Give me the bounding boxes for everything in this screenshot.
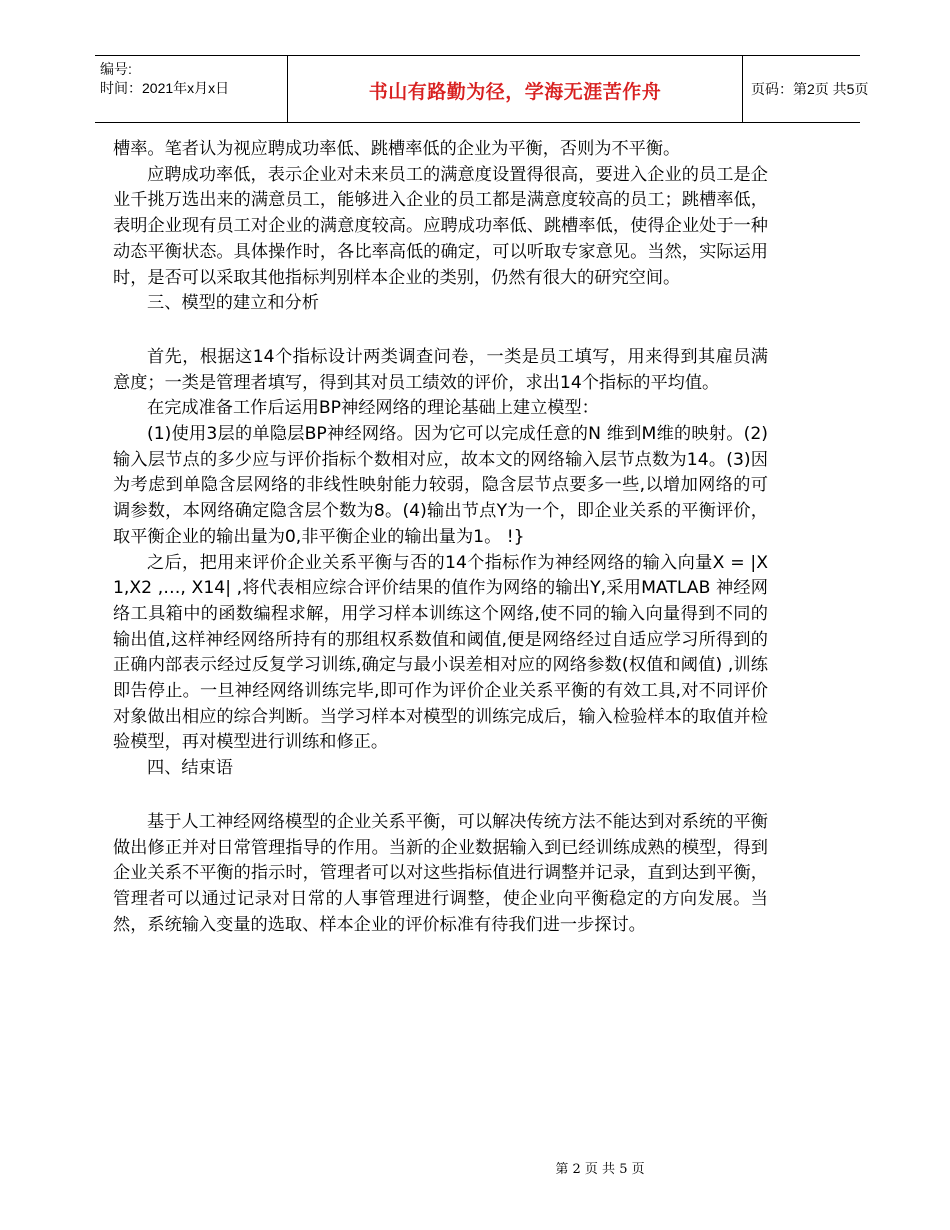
paragraph-4: 在完成准备工作后运用BP神经网络的理论基础上建立模型： (147, 398, 599, 419)
paragraph-5: (1)使用3层的单隐层BP神经网络。因为它可以完成任意的N 维到M维的映射。(2)输入层节点的多少应与评价指标个数相对应，故本文的网络输入层节点数为14。(3)因为考虑到单隐含层网络的非线性映射能力较弱，隐含层节点要多一些,以增加网络的可调参数，本网络确定隐含层个数为8。(4)输出节点Y为一个，即企业关系的平衡评价，取平衡企业的输出量为0,非平衡企业的输出量为1。 !} (113, 424, 768, 547)
header-motto-cell (287, 56, 743, 122)
footer-page-number: 第 2 页 共 5 页 (555, 1162, 645, 1177)
paragraph-2: 应聘成功率低，表示企业对未来员工的满意度设置得很高，要进入企业的员工是企业千挑万选出来的满意员工，能够进入企业的员工都是满意度较高的员工；跳槽率低，表明企业现有员工对企业的满意度较高。应聘成功率低、跳槽率低，使得企业处于一种动态平衡状态。具体操作时，各比率高低的确定，可以听取专家意见。当然，实际运用时，是否可以采取其他指标判别样本企业的类别，仍然有很大的研究空间。 (113, 164, 768, 288)
document-time-label: 时间：2021年x月x日 (100, 80, 230, 96)
header-motto: 书山有路勤为径，学海无涯苦作舟 (368, 81, 662, 103)
header-page-label: 页码：第2页 共5页 (751, 81, 869, 97)
document-code-label: 编号: (100, 61, 132, 77)
paragraph-1: 槽率。笔者认为视应聘成功率低、跳槽率低的企业为平衡，否则为不平衡。 (113, 139, 681, 159)
paragraph-3: 首先，根据这14个指标设计两类调查问卷，一类是员工填写，用来得到其雇员满意度；一类是管理者填写，得到其对员工绩效的评价，求出14个指标的平均值。 (113, 346, 768, 393)
paragraph-6: 之后，把用来评价企业关系平衡与否的14个指标作为神经网络的输入向量X = |X1,X2 ,…, X14| ,将代表相应综合评价结果的值作为网络的输出Y,采用MATLAB 神经网络工具箱中的函数编程求解，用学习样本训练这个网络,使不同的输入向量得到不同的输出值,这样神经网络所持有的那组权系数值和阈值,便是网络经过自适应学习所得到的正确内部表示经过反复学习训练,确定与最小误差相对应的网络参数(权值和阈值) ,训练即告停止。一旦神经网络训练完毕,即可作为评价企业关系平衡的有效工具,对不同评价对象做出相应的综合判断。当学习样本对模型的训练完成后，输入检验样本的取值并检验模型，再对模型进行训练和修正。 (113, 552, 768, 753)
header-meta (95, 56, 287, 122)
section-heading-3: 三、模型的建立和分析 (147, 293, 319, 314)
section-heading-4: 四、结束语 (147, 758, 233, 779)
paragraph-7: 基于人工神经网络模型的企业关系平衡，可以解决传统方法不能达到对系统的平衡做出修正并对日常管理指导的作用。当新的企业数据输入到已经训练成熟的模型，得到企业关系不平衡的指示时，管理者可以对这些指标值进行调整并记录，直到达到平衡，管理者可以通过记录对日常的人事管理进行调整，使企业向平衡稳定的方向发展。当然，系统输入变量的选取、样本企业的评价标准有待我们进一步探讨。 (113, 811, 768, 935)
header-page-cell (743, 56, 869, 122)
page-footer (0, 1158, 950, 1177)
document-body (113, 137, 768, 938)
page-header (95, 55, 869, 123)
